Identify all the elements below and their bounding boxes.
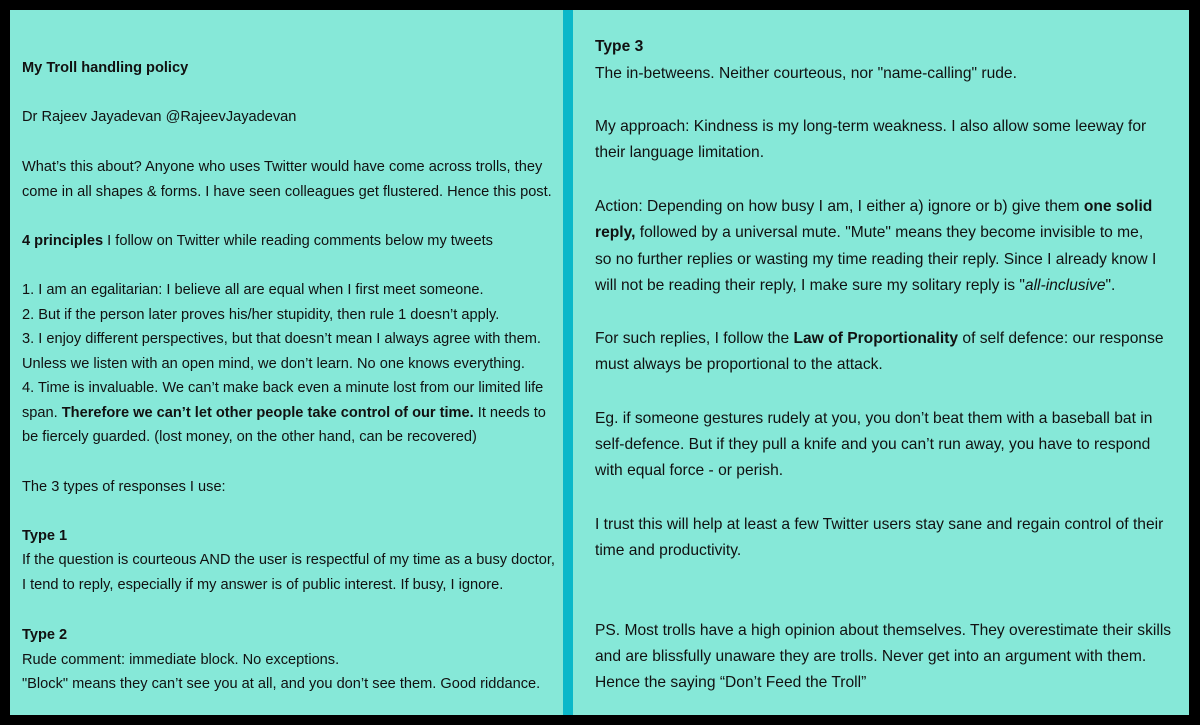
- type3-heading: Type 3: [595, 38, 644, 55]
- type1-line-2: I tend to reply, especially if my answer is of public interest. If busy, I ignore.: [22, 577, 504, 593]
- principle-1: 1. I am an egalitarian: I believe all are equal when I first meet someone.: [22, 282, 484, 298]
- approach-line-1: My approach: Kindness is my long-term weakness. I also allow some leeway for: [595, 118, 1147, 135]
- action-line-3: so no further replies or wasting my time reading their reply. Since I already know I: [595, 251, 1157, 268]
- intro-line-2: come in all shapes & forms. I have seen colleagues get flustered. Hence this post.: [22, 184, 552, 200]
- principle-4-line-3: be fiercely guarded. (lost money, on the other hand, can be recovered): [22, 429, 477, 445]
- action-line-2: [595, 220, 1143, 247]
- ps-line-3: Hence the saying “Don’t Feed the Troll”: [595, 674, 867, 691]
- trust-line-2: time and productivity.: [595, 542, 742, 559]
- type1-heading: Type 1: [22, 528, 68, 544]
- principle-4-post: It needs to: [473, 405, 546, 421]
- principle-2: 2. But if the person later proves his/her stupidity, then rule 1 doesn’t apply.: [22, 307, 500, 323]
- law-line-1-bold: Law of Proportionality: [793, 330, 959, 347]
- principles-rest: I follow on Twitter while reading comments below my tweets: [103, 233, 493, 249]
- principle-4-line-1: 4. Time is invaluable. We can’t make back even a minute lost from our limited life: [22, 380, 544, 396]
- action-line-2-post: followed by a universal mute. "Mute" means they become invisible to me,: [635, 224, 1144, 241]
- author-line: Dr Rajeev Jayadevan @RajeevJayadevan: [22, 109, 297, 125]
- type2-heading: Type 2: [22, 627, 68, 643]
- policy-title: My Troll handling policy: [22, 60, 189, 76]
- approach-line-2: their language limitation.: [595, 144, 765, 161]
- ps-line-2: and are blissfully unaware they are trolls. Never get into an argument with them.: [595, 648, 1147, 665]
- principle-3-line-2: Unless we listen with an open mind, we don’t learn. No one knows everything.: [22, 356, 525, 372]
- example-line-1: Eg. if someone gestures rudely at you, you don’t beat them with a baseball bat in: [595, 410, 1153, 427]
- law-line-1: [595, 326, 1164, 353]
- example-line-2: self-defence. But if they pull a knife and you can’t run away, you have to respond: [595, 436, 1151, 453]
- principle-4-pre: span.: [22, 405, 62, 421]
- types-intro: The 3 types of responses I use:: [22, 479, 226, 495]
- trust-line-1: I trust this will help at least a few Twitter users stay sane and regain control of their: [595, 516, 1164, 533]
- principle-4-bold: Therefore we can’t let other people take control of our time.: [61, 405, 474, 421]
- type3-line-1: The in-betweens. Neither courteous, nor "name-calling" rude.: [595, 65, 1017, 82]
- type1-line-1: If the question is courteous AND the user is respectful of my time as a busy doctor,: [22, 552, 555, 568]
- principle-3-line-1: 3. I enjoy different perspectives, but that doesn’t mean I always agree with them.: [22, 331, 541, 347]
- column-divider: [563, 10, 573, 715]
- law-line-1-pre: For such replies, I follow the: [595, 330, 794, 347]
- action-line-4-post: ".: [1105, 277, 1116, 294]
- left-panel: [10, 10, 563, 715]
- principles-heading: [22, 229, 493, 254]
- type2-line-2: "Block" means they can’t see you at all, and you don’t see them. Good riddance.: [22, 676, 541, 692]
- action-line-4-pre: will not be reading their reply, I make sure my solitary reply is ": [595, 277, 1025, 294]
- action-line-2-bold: reply,: [595, 224, 636, 241]
- action-line-4: [595, 273, 1115, 300]
- ps-line-1: PS. Most trolls have a high opinion about themselves. They overestimate their skills: [595, 622, 1172, 639]
- action-line-4-italic: all-inclusive: [1024, 277, 1106, 294]
- action-line-1-pre: Action: Depending on how busy I am, I either a) ignore or b) give them: [595, 198, 1084, 215]
- principles-bold: 4 principles: [22, 233, 104, 249]
- action-line-1-bold: one solid: [1083, 198, 1153, 215]
- example-line-3: with equal force - or perish.: [595, 462, 784, 479]
- action-line-1: [595, 194, 1152, 221]
- law-line-1-post: of self defence: our response: [958, 330, 1164, 347]
- type2-line-1: Rude comment: immediate block. No exceptions.: [22, 652, 340, 668]
- right-panel: [573, 10, 1189, 715]
- intro-line-1: What’s this about? Anyone who uses Twitter would have come across trolls, they: [22, 159, 543, 175]
- law-line-2: must always be proportional to the attack.: [595, 356, 883, 373]
- principle-4-line-2: [22, 401, 546, 426]
